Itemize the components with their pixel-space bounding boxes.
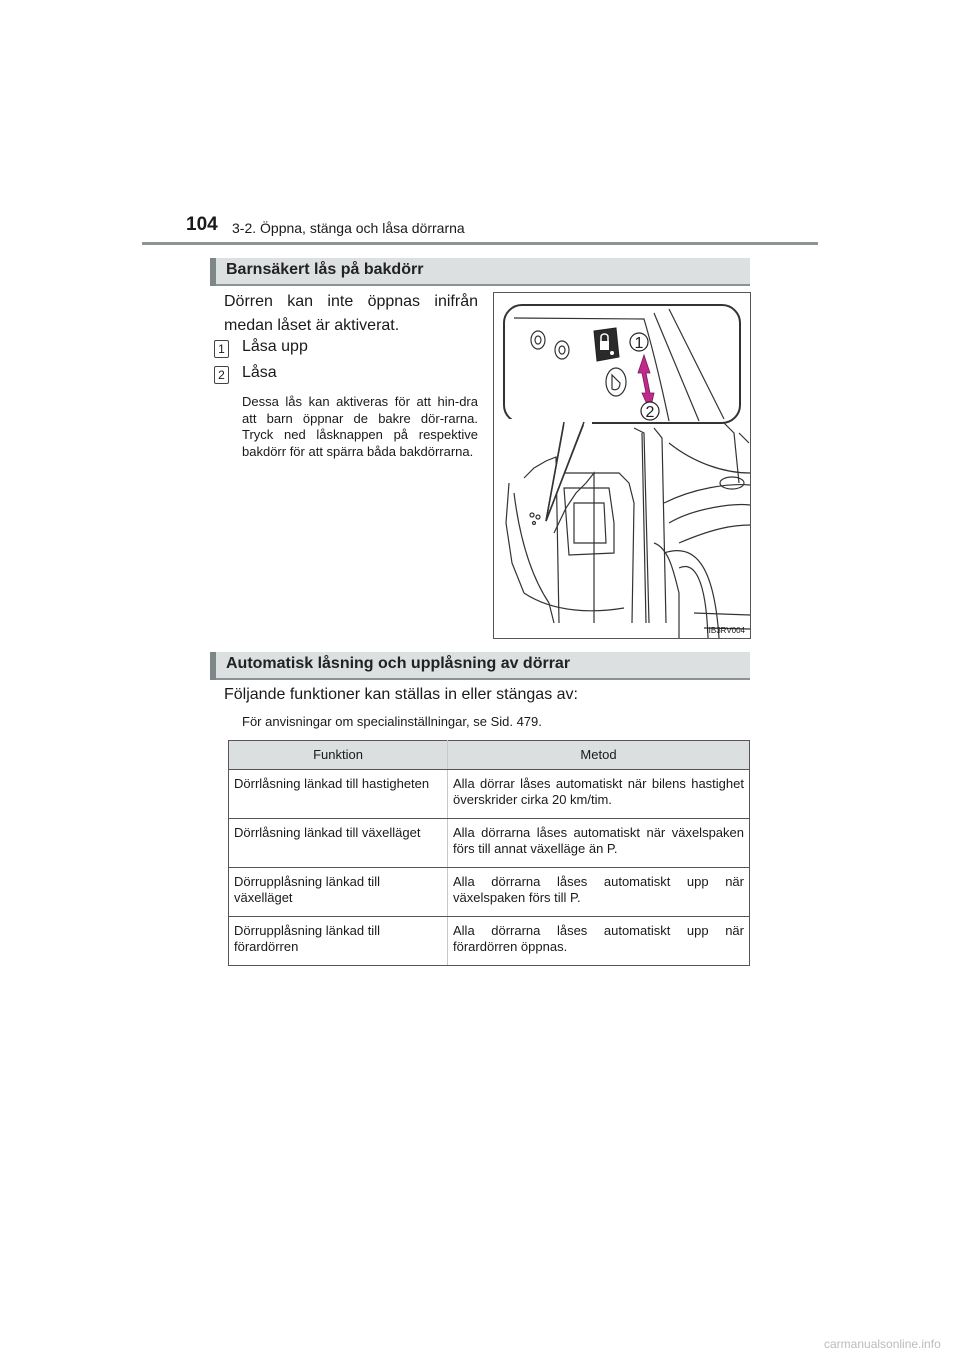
table-cell-function: Dörrupplåsning länkad till växelläget (229, 868, 448, 917)
settings-paragraph: Följande funktioner kan ställas in eller stängas av: (224, 686, 578, 703)
table-cell-method: Alla dörrarna låses automatiskt upp när växelspaken förs till P. (448, 868, 750, 917)
table-cell-function: Dörrupplåsning länkad till förardörren (229, 917, 448, 966)
table-header-function: Funktion (229, 741, 448, 770)
door-illustration-svg (494, 293, 750, 638)
footer-watermark[interactable]: carmanualsonline.info (824, 1337, 941, 1351)
page-number: 104 (186, 214, 218, 235)
step-number: 2 (214, 366, 229, 384)
figure-code: IIB3RV004 (706, 626, 745, 635)
section-marker (210, 652, 216, 680)
section-heading-auto-lock (210, 652, 750, 680)
section-title: Automatisk låsning och upplåsning av dörrar (226, 655, 571, 672)
section-marker (210, 258, 216, 286)
intro-paragraph: Dörren kan inte öppnas inifrån medan låset är aktiverat. (224, 293, 478, 334)
table-header-row (229, 741, 750, 770)
step-label: Låsa upp (242, 338, 308, 355)
section-title: Barnsäkert lås på bakdörr (226, 261, 424, 278)
table-header-method: Metod (448, 741, 750, 770)
child-lock-icon (594, 328, 619, 361)
function-table (228, 740, 750, 966)
table-row (229, 917, 750, 966)
child-lock-note: Dessa lås kan aktiveras för att hin-dra att barn öppnar de bakre dör-rarna. Tryck ned låsknappen på respektive bakdörr för att spärra båda bakdörrarna. (242, 394, 478, 459)
table-cell-function: Dörrlåsning länkad till växelläget (229, 819, 448, 868)
table-row (229, 770, 750, 819)
table-row (229, 819, 750, 868)
step-label: Låsa (242, 364, 277, 381)
table-cell-method: Alla dörrarna låses automatiskt upp när förardörren öppnas. (448, 917, 750, 966)
table-row (229, 868, 750, 917)
header-rule (142, 242, 818, 245)
child-lock-illustration (493, 292, 751, 639)
step-number: 1 (214, 340, 229, 358)
settings-note: För anvisningar om specialinställningar, se Sid. 479. (242, 714, 542, 729)
section-heading-child-lock (210, 258, 750, 286)
table-cell-method: Alla dörrarna låses automatiskt när växelspaken förs till annat växelläge än P. (448, 819, 750, 868)
callout-2-label: 2 (645, 404, 655, 421)
running-title: 3-2. Öppna, stänga och låsa dörrarna (232, 220, 465, 236)
callout-1-label: 1 (634, 335, 644, 352)
table-cell-method: Alla dörrar låses automatiskt när bilens hastighet överskrider cirka 20 km/tim. (448, 770, 750, 819)
table-cell-function: Dörrlåsning länkad till hastigheten (229, 770, 448, 819)
